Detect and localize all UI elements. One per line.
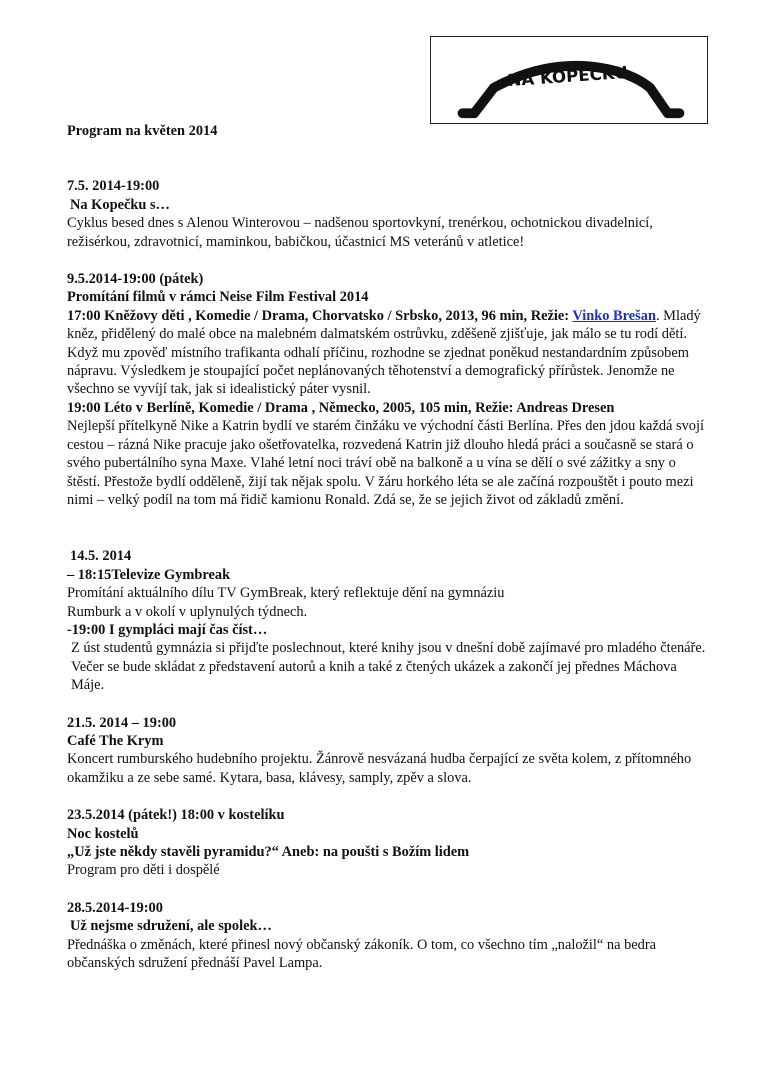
event-21-5 — [67, 714, 707, 788]
event-text: Přednáška o změnách, které přinesl nový občanský zákoník. O tom, co všechno tím „naložil“ na bedra občanských sdružení přednáší Pavel Lampa. — [67, 936, 657, 972]
film-2-text: Nejlepší přítelkyně Nike a Katrin bydlí ve starém činžáku ve východní části Berlína. Přes den jdou každá svojí cestou – rázná Nike pracuje jako ošetřovatelka, rozvedená Katrin již dlouho hledá práci a současně se stará o svého pubertálního syna Maxe. Vlahé letní noci tráví obě na balkoně a u vína se dělí o své zážitky a sny o štěstí. Přestože bydlí odděleně, žijí tak nějak spolu. V žáru horkého léta se ale začíná rozpouštět i pouto mezi nimi – velký podíl na tom má řidič kamionu Ronald. Zdá se, že se jejich život od základů změní. — [67, 418, 705, 508]
item-1-text: Promítání aktuálního dílu TV GymBreak, který reflektuje dění na gymnáziu — [67, 585, 505, 602]
hill-logo-icon — [431, 37, 707, 123]
event-title: Promítání filmů v rámci Neise Film Festival 2014 — [67, 289, 369, 306]
event-date: 23.5.2014 (pátek!) 18:00 v kostelíku — [67, 807, 285, 824]
document — [67, 118, 707, 972]
page-title: Program na květen 2014 — [67, 123, 218, 139]
event-date: 28.5.2014-19:00 — [67, 899, 163, 916]
item-2-heading: -19:00 I gympláci mají čas číst… — [67, 621, 268, 638]
item-2-text: Z úst studentů gymnázia si přijďte poslechnout, které knihy jsou v dnešní době zajímavé pro mladého čtenáře. Večer se bude skládat z představení autorů a knih a také z čtených ukázek a zakončí jej přednes Máchova Máje. — [71, 640, 706, 694]
event-text: Koncert rumburského hudebního projektu. Žánrově nesvázaná hudba čerpající ze světa kolem, z přítomného okamžiku a ze sebe samé. Kytara, basa, klávesy, samply, zpěv a slova. — [67, 751, 692, 786]
event-9-5 — [67, 270, 707, 509]
event-date: 9.5.2014-19:00 (pátek) — [67, 271, 204, 288]
event-title: Noc kostelů — [67, 825, 139, 842]
logo-text: NA KOPEČKU — [506, 62, 629, 91]
film-2-heading: 19:00 Léto v Berlíně, Komedie / Drama , Německo, 2005, 105 min, Režie: Andreas Dresen — [67, 399, 615, 416]
event-28-5 — [67, 899, 707, 973]
event-23-5 — [67, 806, 707, 880]
event-text: Cyklus besed dnes s Alenou Winterovou – nadšenou sportovkyní, trenérkou, ochotnickou divadelnicí, režisérkou, zdravotnicí, maminkou, babičkou, účastnicí MS veteránů v atletice! — [67, 215, 653, 250]
logo — [430, 36, 708, 124]
event-date: 14.5. 2014 — [70, 548, 132, 565]
event-subtitle: „Už jste někdy stavěli pyramidu?“ Aneb: na poušti s Božím lidem — [67, 844, 470, 860]
event-date: 7.5. 2014-19:00 — [67, 178, 160, 195]
film-1-heading: 17:00 Kněžovy děti , Komedie / Drama, Chorvatsko / Srbsko, 2013, 96 min, Režie: — [67, 307, 573, 324]
event-text: Program pro děti i dospělé — [67, 862, 220, 879]
film-1-text: . Mladý kněz, přidělený do malé obce na malebném dalmatském ostrůvku, zděšeně zjišťuje, jak málo se tu rodí dětí. Když mu zpověď místního trafikanta odhalí příčinu, rozhodne se zjednat poněkud nestandardním způsobem nápravu. Výsledkem je stoupající počet neplánovaných těhotenství a demografický přírůstek. Jenomže ne všechno se vyvíjí tak, jak si idealistický páter vysnil. — [67, 307, 701, 398]
film-1 — [67, 307, 707, 399]
event-14-5 — [67, 547, 707, 694]
item-1-text: Rumburk a v okolí v uplynulých týdnech. — [67, 603, 308, 620]
event-7-5 — [67, 177, 707, 251]
event-title: Café The Krym — [67, 732, 164, 749]
item-1-heading: – 18:15Televize Gymbreak — [67, 566, 231, 583]
event-title: Na Kopečku s… — [70, 196, 170, 213]
director-link[interactable]: Vinko Brešan — [572, 307, 656, 324]
event-date: 21.5. 2014 – 19:00 — [67, 714, 177, 731]
event-title: Už nejsme sdružení, ale spolek… — [70, 918, 272, 935]
